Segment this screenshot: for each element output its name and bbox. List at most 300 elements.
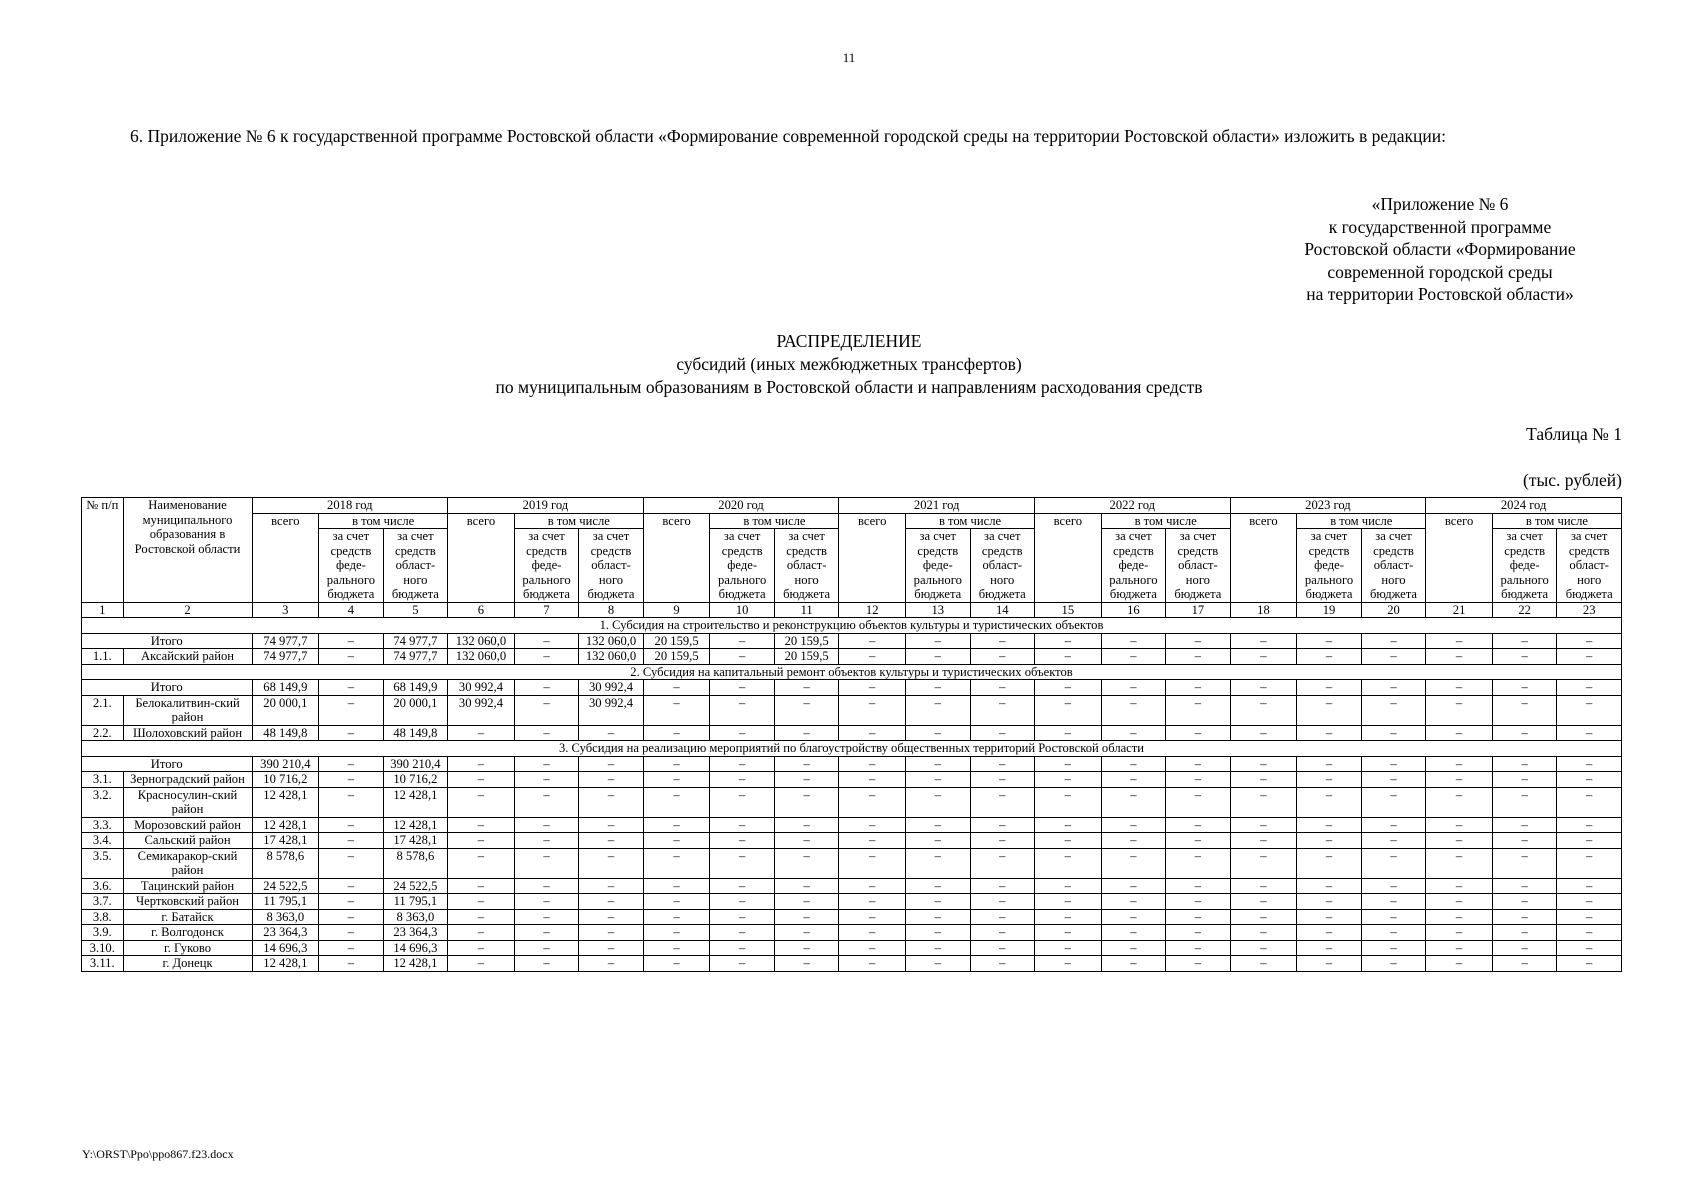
total-cell: – (643, 680, 710, 696)
column-number: 23 (1557, 602, 1622, 618)
total-cell: – (1297, 680, 1361, 696)
value-cell: – (1361, 925, 1425, 941)
value-cell: – (1557, 925, 1622, 941)
table-row (82, 695, 1622, 725)
value-cell: – (1557, 833, 1622, 849)
value-cell: – (1230, 695, 1297, 725)
header-year: 2023 год (1230, 498, 1426, 514)
value-cell: – (579, 925, 643, 941)
value-cell: – (1166, 940, 1230, 956)
total-cell: – (774, 680, 838, 696)
value-cell: – (1492, 787, 1556, 817)
value-cell: – (710, 787, 774, 817)
value-cell: – (1557, 909, 1622, 925)
total-label: Итого (82, 680, 253, 696)
value-cell: – (1426, 909, 1493, 925)
value-cell: – (1426, 649, 1493, 665)
value-cell: 8 363,0 (252, 909, 319, 925)
total-cell: – (1230, 756, 1297, 772)
appendix-reference (1270, 193, 1610, 306)
value-cell: – (1492, 909, 1556, 925)
value-cell: – (1101, 649, 1165, 665)
table-row (82, 772, 1622, 788)
value-cell: – (1035, 878, 1102, 894)
value-cell: 14 696,3 (383, 940, 447, 956)
column-number: 13 (906, 602, 970, 618)
value-cell: – (643, 878, 710, 894)
total-cell: 30 992,4 (579, 680, 643, 696)
value-cell: – (906, 833, 970, 849)
total-cell: – (1426, 756, 1493, 772)
total-row (82, 633, 1622, 649)
value-cell: – (1035, 772, 1102, 788)
value-cell: – (319, 695, 383, 725)
municipality-name: г. Батайск (123, 909, 252, 925)
header-including: в том числе (319, 513, 448, 529)
total-cell: – (1101, 680, 1165, 696)
column-number: 19 (1297, 602, 1361, 618)
value-cell: – (906, 649, 970, 665)
table-row (82, 940, 1622, 956)
value-cell: – (1101, 817, 1165, 833)
value-cell: – (1101, 787, 1165, 817)
total-cell: – (643, 756, 710, 772)
header-year: 2019 год (448, 498, 644, 514)
municipality-name: Шолоховский район (123, 725, 252, 741)
value-cell: – (1101, 833, 1165, 849)
value-cell: – (1297, 695, 1361, 725)
value-cell: – (839, 817, 906, 833)
total-cell: – (710, 633, 774, 649)
value-cell: – (1557, 848, 1622, 878)
value-cell: – (643, 725, 710, 741)
value-cell: – (1426, 940, 1493, 956)
header-including: в том числе (1101, 513, 1230, 529)
value-cell: – (448, 956, 515, 972)
total-cell: – (1426, 680, 1493, 696)
value-cell: – (970, 909, 1034, 925)
row-number: 3.1. (82, 772, 124, 788)
value-cell: – (1035, 787, 1102, 817)
value-cell: – (514, 894, 578, 910)
value-cell: – (1230, 649, 1297, 665)
value-cell: – (1557, 878, 1622, 894)
column-number: 11 (774, 602, 838, 618)
header-total: всего (1035, 513, 1102, 602)
value-cell: 23 364,3 (252, 925, 319, 941)
total-cell: – (514, 633, 578, 649)
value-cell: 30 992,4 (448, 695, 515, 725)
value-cell: – (1035, 833, 1102, 849)
municipality-name: Морозовский район (123, 817, 252, 833)
value-cell: – (906, 878, 970, 894)
value-cell: – (1361, 940, 1425, 956)
total-cell: – (906, 633, 970, 649)
value-cell: – (1297, 787, 1361, 817)
value-cell: – (1557, 695, 1622, 725)
value-cell: – (319, 956, 383, 972)
value-cell: – (1557, 725, 1622, 741)
value-cell: – (319, 894, 383, 910)
value-cell: – (1035, 909, 1102, 925)
value-cell: – (1297, 725, 1361, 741)
municipality-name: Аксайский район (123, 649, 252, 665)
table-row (82, 848, 1622, 878)
section-title: 2. Субсидия на капитальный ремонт объектов культуры и туристических объектов (82, 664, 1622, 680)
value-cell: – (448, 940, 515, 956)
value-cell: – (1297, 956, 1361, 972)
total-cell: – (1035, 756, 1102, 772)
column-number: 22 (1492, 602, 1556, 618)
header-regional: за счет средств област-ного бюджета (1166, 529, 1230, 603)
value-cell: – (319, 649, 383, 665)
value-cell: – (970, 833, 1034, 849)
table-row (82, 649, 1622, 665)
header-regional: за счет средств област-ного бюджета (579, 529, 643, 603)
value-cell: – (448, 878, 515, 894)
value-cell: – (774, 940, 838, 956)
value-cell: – (1166, 909, 1230, 925)
value-cell: – (319, 848, 383, 878)
value-cell: – (970, 725, 1034, 741)
value-cell: – (1361, 817, 1425, 833)
section-title: 1. Субсидия на строительство и реконструкцию объектов культуры и туристических объектов (82, 618, 1622, 634)
value-cell: – (643, 909, 710, 925)
total-cell: – (1426, 633, 1493, 649)
value-cell: – (970, 940, 1034, 956)
value-cell: – (1557, 649, 1622, 665)
total-cell: 68 149,9 (252, 680, 319, 696)
value-cell: – (1230, 848, 1297, 878)
value-cell: 48 149,8 (252, 725, 319, 741)
row-number: 3.10. (82, 940, 124, 956)
header-row-years (82, 498, 1622, 514)
value-cell: – (1166, 894, 1230, 910)
total-cell: – (839, 633, 906, 649)
value-cell: – (839, 940, 906, 956)
value-cell: – (1492, 772, 1556, 788)
value-cell: – (579, 787, 643, 817)
value-cell: – (710, 878, 774, 894)
table-row (82, 925, 1622, 941)
value-cell: – (710, 925, 774, 941)
total-cell: – (710, 756, 774, 772)
total-cell: – (514, 756, 578, 772)
value-cell: 12 428,1 (252, 956, 319, 972)
value-cell: – (839, 772, 906, 788)
value-cell: – (579, 772, 643, 788)
title-line: субсидий (иных межбюджетных трансфертов) (676, 354, 1022, 374)
table-row (82, 878, 1622, 894)
value-cell: – (839, 894, 906, 910)
value-cell: – (710, 848, 774, 878)
value-cell: – (839, 878, 906, 894)
value-cell: – (839, 909, 906, 925)
value-cell: 48 149,8 (383, 725, 447, 741)
municipality-name: Красносулин-ский район (123, 787, 252, 817)
header-regional: за счет средств област-ного бюджета (1557, 529, 1622, 603)
table-row (82, 894, 1622, 910)
appendix-line: Ростовской области «Формирование (1304, 239, 1576, 259)
value-cell: – (1230, 787, 1297, 817)
value-cell: – (1166, 956, 1230, 972)
total-cell: – (319, 680, 383, 696)
value-cell: – (1035, 925, 1102, 941)
value-cell: – (319, 725, 383, 741)
value-cell: – (774, 925, 838, 941)
value-cell: – (774, 833, 838, 849)
value-cell: – (448, 725, 515, 741)
value-cell: – (710, 833, 774, 849)
table-row (82, 909, 1622, 925)
header-including: в том числе (1492, 513, 1621, 529)
value-cell: – (1297, 649, 1361, 665)
value-cell: – (1492, 925, 1556, 941)
header-total: всего (448, 513, 515, 602)
municipality-name: Сальский район (123, 833, 252, 849)
value-cell: – (710, 649, 774, 665)
value-cell: – (1101, 940, 1165, 956)
value-cell: – (839, 848, 906, 878)
appendix-line: к государственной программе (1328, 216, 1552, 237)
row-number: 3.7. (82, 894, 124, 910)
total-cell: – (1166, 633, 1230, 649)
value-cell: – (839, 649, 906, 665)
value-cell: – (1361, 725, 1425, 741)
value-cell: – (1101, 848, 1165, 878)
value-cell: – (1297, 878, 1361, 894)
value-cell: – (1297, 848, 1361, 878)
header-federal: за счет средств феде-рального бюджета (1297, 529, 1361, 603)
header-year: 2021 год (839, 498, 1035, 514)
value-cell: – (774, 848, 838, 878)
total-cell: – (1492, 633, 1556, 649)
value-cell: – (1361, 649, 1425, 665)
value-cell: – (710, 940, 774, 956)
value-cell: – (1166, 878, 1230, 894)
header-federal: за счет средств феде-рального бюджета (1492, 529, 1556, 603)
column-number: 7 (514, 602, 578, 618)
municipality-name: Чертковский район (123, 894, 252, 910)
value-cell: – (1426, 787, 1493, 817)
value-cell: – (514, 787, 578, 817)
total-cell: – (710, 680, 774, 696)
total-cell: – (1557, 756, 1622, 772)
total-cell: – (1035, 633, 1102, 649)
value-cell: 24 522,5 (252, 878, 319, 894)
header-federal: за счет средств феде-рального бюджета (710, 529, 774, 603)
total-cell: – (906, 680, 970, 696)
value-cell: – (579, 878, 643, 894)
value-cell: – (1101, 695, 1165, 725)
value-cell: – (970, 956, 1034, 972)
total-cell: 74 977,7 (383, 633, 447, 649)
value-cell: 10 716,2 (383, 772, 447, 788)
value-cell: – (1166, 817, 1230, 833)
value-cell: – (514, 925, 578, 941)
table-label: Таблица № 1 (1526, 424, 1622, 444)
column-number: 3 (252, 602, 319, 618)
value-cell: – (514, 878, 578, 894)
municipality-name: г. Донецк (123, 956, 252, 972)
column-number: 16 (1101, 602, 1165, 618)
row-number: 3.5. (82, 848, 124, 878)
column-number: 6 (448, 602, 515, 618)
value-cell: – (906, 894, 970, 910)
value-cell: – (643, 925, 710, 941)
value-cell: – (1230, 940, 1297, 956)
value-cell: – (579, 909, 643, 925)
value-cell: – (319, 833, 383, 849)
value-cell: – (643, 833, 710, 849)
value-cell: 12 428,1 (252, 787, 319, 817)
header-num: № п/п (82, 498, 124, 603)
municipality-name: Белокалитвин-ский район (123, 695, 252, 725)
total-row (82, 680, 1622, 696)
value-cell: – (1297, 772, 1361, 788)
table-row (82, 956, 1622, 972)
header-total: всего (643, 513, 710, 602)
value-cell: – (774, 695, 838, 725)
header-including: в том числе (710, 513, 839, 529)
value-cell: – (710, 817, 774, 833)
header-including: в том числе (906, 513, 1035, 529)
value-cell: – (643, 894, 710, 910)
column-number: 2 (123, 602, 252, 618)
value-cell: – (1557, 772, 1622, 788)
value-cell: – (906, 909, 970, 925)
value-cell: – (1035, 695, 1102, 725)
value-cell: – (906, 725, 970, 741)
value-cell: – (710, 695, 774, 725)
value-cell: – (448, 772, 515, 788)
value-cell: – (774, 878, 838, 894)
value-cell: – (1361, 787, 1425, 817)
header-year: 2022 год (1035, 498, 1231, 514)
value-cell: – (448, 848, 515, 878)
value-cell: – (1035, 817, 1102, 833)
header-federal: за счет средств феде-рального бюджета (906, 529, 970, 603)
total-cell: – (1557, 680, 1622, 696)
total-cell: – (448, 756, 515, 772)
column-number: 4 (319, 602, 383, 618)
value-cell: – (643, 848, 710, 878)
value-cell: – (1035, 894, 1102, 910)
header-regional: за счет средств област-ного бюджета (1361, 529, 1425, 603)
value-cell: – (1035, 649, 1102, 665)
value-cell: – (1101, 878, 1165, 894)
column-number: 14 (970, 602, 1034, 618)
value-cell: 132 060,0 (448, 649, 515, 665)
value-cell: – (1426, 956, 1493, 972)
value-cell: – (839, 695, 906, 725)
header-total: всего (839, 513, 906, 602)
value-cell: – (970, 772, 1034, 788)
value-cell: – (579, 848, 643, 878)
value-cell: 8 578,6 (383, 848, 447, 878)
total-cell: – (970, 756, 1034, 772)
value-cell: – (774, 725, 838, 741)
appendix-line: современной городской среды (1327, 261, 1553, 282)
value-cell: – (1230, 817, 1297, 833)
column-number: 9 (643, 602, 710, 618)
value-cell: – (514, 956, 578, 972)
value-cell: 20 000,1 (252, 695, 319, 725)
header-federal: за счет средств феде-рального бюджета (514, 529, 578, 603)
total-cell: – (1297, 633, 1361, 649)
total-cell: – (1166, 680, 1230, 696)
appendix-line: на территории Ростовской области» (1306, 284, 1574, 304)
value-cell: – (1035, 940, 1102, 956)
value-cell: 23 364,3 (383, 925, 447, 941)
column-number: 10 (710, 602, 774, 618)
value-cell: – (710, 772, 774, 788)
value-cell: 12 428,1 (252, 817, 319, 833)
total-cell: – (1166, 756, 1230, 772)
value-cell: – (1426, 833, 1493, 849)
value-cell: – (839, 925, 906, 941)
value-cell: – (1101, 894, 1165, 910)
row-number: 2.1. (82, 695, 124, 725)
value-cell: – (1297, 894, 1361, 910)
value-cell: – (1557, 940, 1622, 956)
total-cell: 390 210,4 (383, 756, 447, 772)
value-cell: – (1492, 725, 1556, 741)
value-cell: – (906, 956, 970, 972)
value-cell: – (1557, 894, 1622, 910)
column-number: 17 (1166, 602, 1230, 618)
table-row (82, 817, 1622, 833)
header-name: Наименование муниципального образования в Ростовской области (123, 498, 252, 603)
column-number: 5 (383, 602, 447, 618)
value-cell: – (448, 894, 515, 910)
total-cell: – (1492, 756, 1556, 772)
value-cell: – (448, 817, 515, 833)
municipality-name: Семикаракор-ский район (123, 848, 252, 878)
header-row-including (82, 513, 1622, 529)
section-title-row (82, 664, 1622, 680)
value-cell: – (1426, 817, 1493, 833)
value-cell: – (906, 817, 970, 833)
value-cell: – (970, 848, 1034, 878)
total-cell: 132 060,0 (579, 633, 643, 649)
title-line: по муниципальным образованиям в Ростовской области и направлениям расходования средств (495, 377, 1203, 397)
total-cell: – (970, 680, 1034, 696)
row-number: 3.3. (82, 817, 124, 833)
value-cell: – (319, 787, 383, 817)
column-number: 8 (579, 602, 643, 618)
value-cell: – (1426, 725, 1493, 741)
row-number: 3.9. (82, 925, 124, 941)
header-year: 2020 год (643, 498, 839, 514)
value-cell: – (1166, 833, 1230, 849)
value-cell: – (1230, 956, 1297, 972)
value-cell: – (906, 940, 970, 956)
value-cell: – (1361, 909, 1425, 925)
value-cell: – (906, 695, 970, 725)
value-cell: – (1492, 695, 1556, 725)
value-cell: – (1492, 833, 1556, 849)
value-cell: – (514, 772, 578, 788)
value-cell: – (839, 787, 906, 817)
value-cell: – (579, 817, 643, 833)
header-total: всего (252, 513, 319, 602)
value-cell: – (1557, 956, 1622, 972)
value-cell: – (710, 909, 774, 925)
value-cell: – (1101, 909, 1165, 925)
value-cell: – (774, 772, 838, 788)
total-cell: – (1230, 680, 1297, 696)
